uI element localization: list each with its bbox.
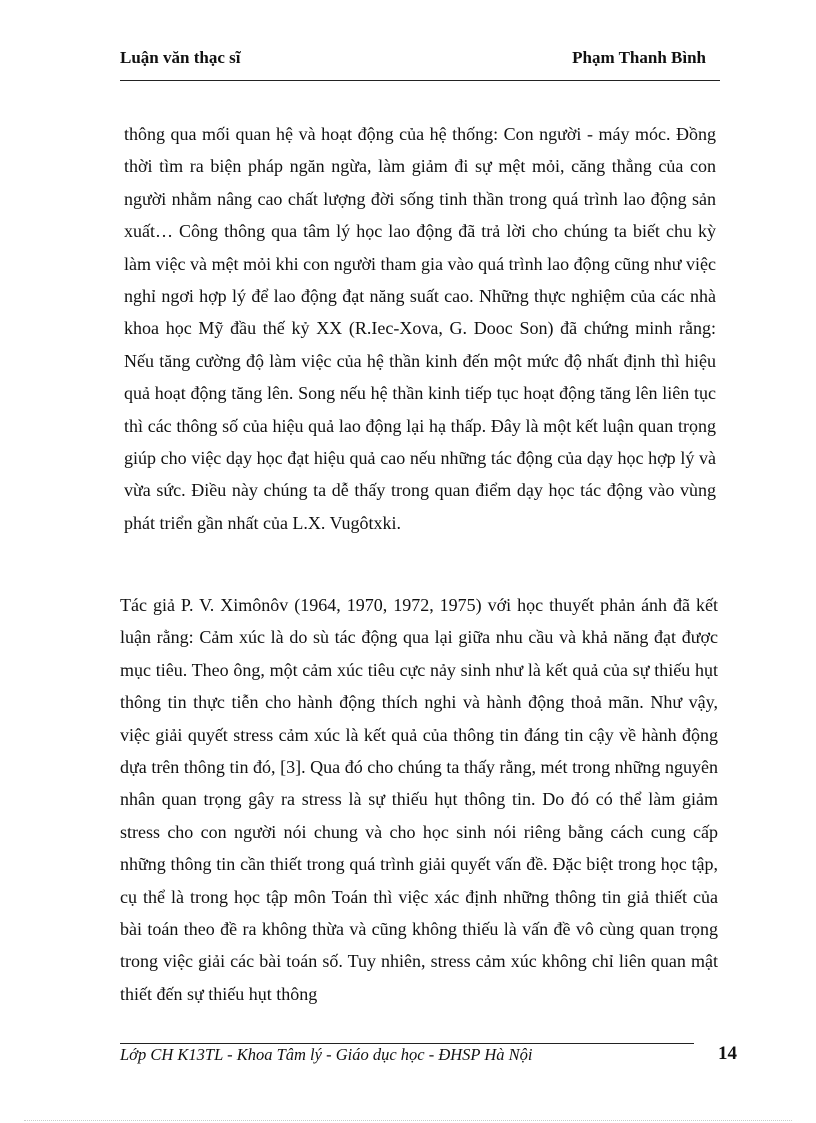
thesis-type-label: Luận văn thạc sĩ [120, 48, 241, 67]
class-department-label: Lớp CH K13TL - Khoa Tâm lý - Giáo dục học - ĐHSP Hà Nội [120, 1045, 533, 1064]
body-paragraph-2 [120, 571, 718, 1028]
page-number: 14 [718, 1043, 737, 1064]
paragraph-text: thông qua mối quan hệ và hoạt động của hệ thống: Con người - máy móc. Đồng thời tìm ra biện pháp ngăn ngừa, làm giảm đi sự mệt mỏi, căng thẳng của con người nhằm nâng cao chất lượng đời sống tinh thần trong quá trình lao động sản xuất… Công thông qua tâm lý học lao động đã trả lời cho chúng ta biết chu kỳ làm việc và mệt mỏi khi con người tham gia vào quá trình lao động cũng như việc nghỉ ngơi hợp lý để lao động đạt năng suất cao. Những thực nghiệm của các nhà khoa học Mỹ đầu thế kỷ XX (R.Iec-Xova, G. Dooc Son) đã chứng minh rằng: Nếu tăng cường độ làm việc của hệ thần kinh đến một mức độ nhất định thì hiệu quả hoạt động tăng lên. Song nếu hệ thần kinh tiếp tục hoạt động tăng lên liên tục thì các thông số của hiệu quả lao động lại hạ thấp. Đây là một kết luận quan trọng giúp cho việc dạy học đạt hiệu quả cao nếu những tác động của dạy học hợp lý và vừa sức. Điều này chúng ta dễ thấy trong quan điểm dạy học tác động vào vùng phát triển gần nhất của L.X. Vugôtxki. [124, 124, 716, 533]
header-divider [120, 80, 720, 81]
author-name: Phạm Thanh Bình [572, 48, 706, 67]
page-footer [120, 1045, 740, 1069]
page-header [120, 48, 720, 72]
page-edge-divider [24, 1120, 792, 1121]
body-paragraph-1 [124, 118, 716, 539]
paragraph-text: Tác giả P. V. Ximônôv (1964, 1970, 1972, 1975) với học thuyết phản ánh đã kết luận rằng: Cảm xúc là do sù tác động qua lại giữa nhu cầu và khả năng đạt được mục tiêu. Theo ông, một cảm xúc tiêu cực nảy sinh như là kết quả của sự thiếu hụt thông tin thực tiễn cho hành động thích nghi và hành động thoả mãn. Như vậy, việc giải quyết stress cảm xúc là kết quả của thông tin đáng tin cậy về hành động dựa trên thông tin đó, [3]. Qua đó cho chúng ta thấy rằng, mét trong những nguyên nhân quan trọng gây ra stress là sự thiếu hụt thông tin. Do đó có thể làm giảm stress cho con người nói chung và cho học sinh nói riêng bằng cách cung cấp những thông tin cần thiết trong quá trình giải quyết vấn đề. Đặc biệt trong học tập, cụ thể là trong học tập môn Toán thì việc xác định những thông tin giả thiết của bài toán theo đề ra không thừa và cũng không thiếu là vấn đề vô cùng quan trọng trong việc giải các bài toán số. Tuy nhiên, stress cảm xúc không chỉ liên quan mật thiết đến sự thiếu hụt thông [120, 595, 718, 1004]
footer-divider [120, 1043, 694, 1044]
